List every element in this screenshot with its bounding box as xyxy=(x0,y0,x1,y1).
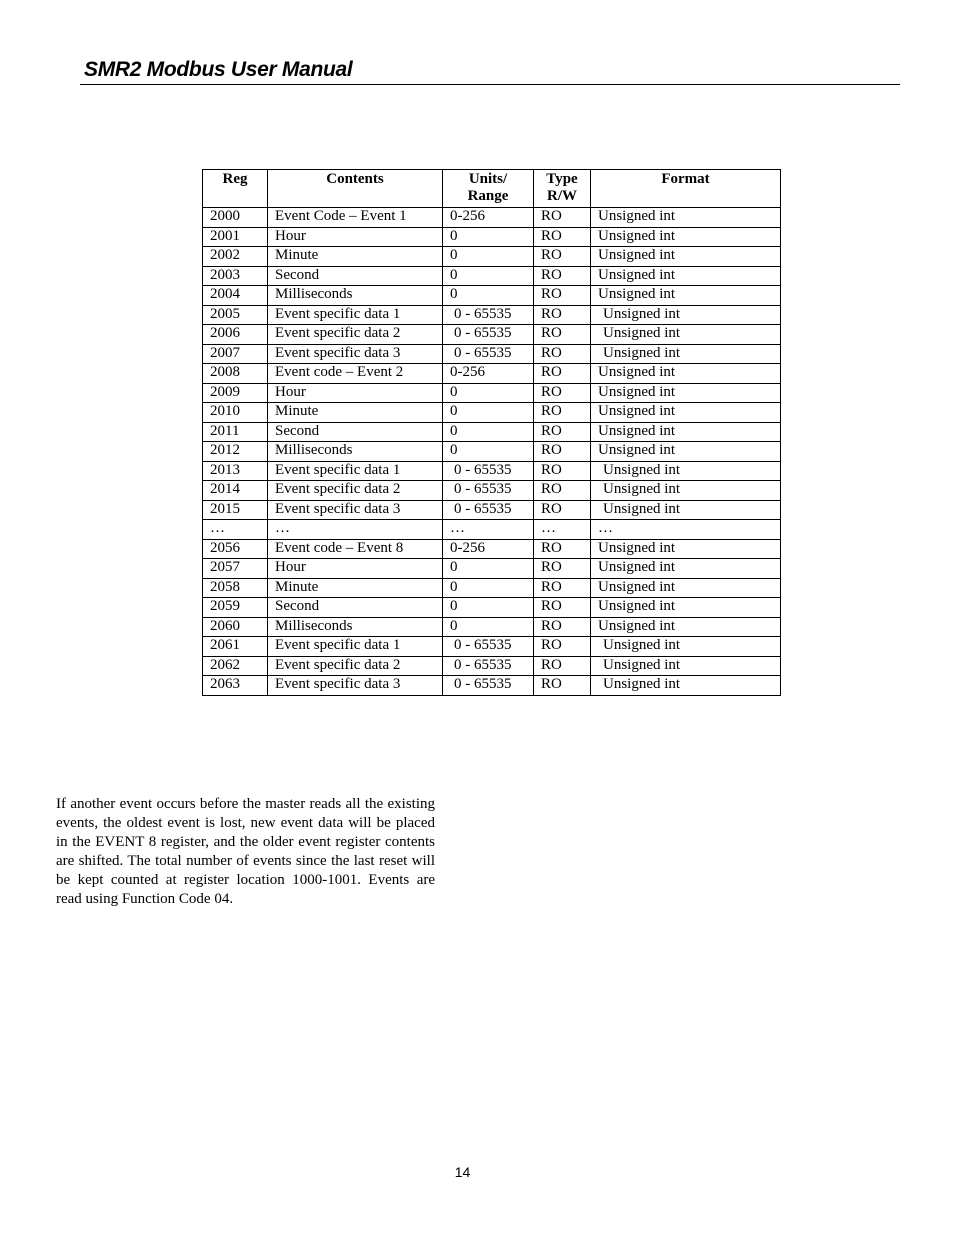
cell-type: RO xyxy=(534,539,591,559)
cell-reg: 2012 xyxy=(203,442,268,462)
cell-units-range: 0 xyxy=(443,578,534,598)
cell-type: RO xyxy=(534,442,591,462)
column-header-line1: Units/ xyxy=(468,171,508,187)
cell-contents: Event specific data 1 xyxy=(268,637,443,657)
cell-format: Unsigned int xyxy=(591,286,781,306)
table-row xyxy=(203,247,781,267)
cell-reg: 2006 xyxy=(203,325,268,345)
cell-reg: 2007 xyxy=(203,344,268,364)
cell-contents: Minute xyxy=(268,578,443,598)
cell-contents: Event specific data 2 xyxy=(268,325,443,345)
cell-contents: Second xyxy=(268,422,443,442)
cell-format: Unsigned int xyxy=(591,403,781,423)
table-row xyxy=(203,539,781,559)
cell-format: Unsigned int xyxy=(591,617,781,637)
table-row xyxy=(203,208,781,228)
cell-format: … xyxy=(591,520,781,540)
cell-units-range: 0 - 65535 xyxy=(443,461,534,481)
table-row xyxy=(203,676,781,696)
cell-reg: 2060 xyxy=(203,617,268,637)
cell-type: RO xyxy=(534,325,591,345)
cell-reg: 2014 xyxy=(203,481,268,501)
cell-type: … xyxy=(534,520,591,540)
cell-units-range: 0 - 65535 xyxy=(443,656,534,676)
cell-contents: Event specific data 3 xyxy=(268,676,443,696)
column-header-reg xyxy=(203,170,268,208)
cell-units-range: 0 xyxy=(443,383,534,403)
cell-format: Unsigned int xyxy=(591,305,781,325)
cell-contents: Event specific data 2 xyxy=(268,656,443,676)
cell-format: Unsigned int xyxy=(591,500,781,520)
cell-format: Unsigned int xyxy=(591,325,781,345)
cell-type: RO xyxy=(534,656,591,676)
cell-reg: 2001 xyxy=(203,227,268,247)
cell-reg: 2005 xyxy=(203,305,268,325)
cell-reg: 2057 xyxy=(203,559,268,579)
cell-contents: Milliseconds xyxy=(268,286,443,306)
cell-type: RO xyxy=(534,481,591,501)
table-row xyxy=(203,461,781,481)
cell-format: Unsigned int xyxy=(591,247,781,267)
table-row xyxy=(203,559,781,579)
cell-units-range: 0-256 xyxy=(443,364,534,384)
column-header-line1: Type xyxy=(546,171,578,187)
cell-units-range: 0 - 65535 xyxy=(443,676,534,696)
cell-format: Unsigned int xyxy=(591,598,781,618)
cell-type: RO xyxy=(534,305,591,325)
table-body xyxy=(203,208,781,696)
cell-reg: 2008 xyxy=(203,364,268,384)
cell-type: RO xyxy=(534,500,591,520)
cell-type: RO xyxy=(534,637,591,657)
table-row xyxy=(203,481,781,501)
cell-contents: Milliseconds xyxy=(268,617,443,637)
cell-units-range: 0-256 xyxy=(443,539,534,559)
column-header-line2: R/W xyxy=(547,188,577,204)
cell-reg: 2058 xyxy=(203,578,268,598)
cell-reg: 2003 xyxy=(203,266,268,286)
table-row xyxy=(203,520,781,540)
table-row xyxy=(203,617,781,637)
cell-units-range: 0 xyxy=(443,442,534,462)
cell-contents: Event Code – Event 1 xyxy=(268,208,443,228)
cell-contents: Event specific data 1 xyxy=(268,305,443,325)
column-header-type xyxy=(534,170,591,208)
cell-reg: … xyxy=(203,520,268,540)
cell-format: Unsigned int xyxy=(591,208,781,228)
cell-reg: 2015 xyxy=(203,500,268,520)
cell-contents: Event specific data 1 xyxy=(268,461,443,481)
column-header-line1: Contents xyxy=(326,171,384,187)
cell-reg: 2013 xyxy=(203,461,268,481)
cell-type: RO xyxy=(534,461,591,481)
cell-reg: 2011 xyxy=(203,422,268,442)
cell-type: RO xyxy=(534,559,591,579)
cell-format: Unsigned int xyxy=(591,344,781,364)
cell-format: Unsigned int xyxy=(591,578,781,598)
cell-format: Unsigned int xyxy=(591,656,781,676)
column-header-format xyxy=(591,170,781,208)
cell-units-range: 0 xyxy=(443,227,534,247)
cell-type: RO xyxy=(534,247,591,267)
cell-type: RO xyxy=(534,403,591,423)
cell-units-range: 0 - 65535 xyxy=(443,325,534,345)
cell-contents: Minute xyxy=(268,403,443,423)
cell-contents: Milliseconds xyxy=(268,442,443,462)
cell-type: RO xyxy=(534,383,591,403)
cell-contents: Event specific data 2 xyxy=(268,481,443,501)
cell-type: RO xyxy=(534,676,591,696)
cell-units-range: 0 - 65535 xyxy=(443,305,534,325)
cell-contents: … xyxy=(268,520,443,540)
table-row xyxy=(203,442,781,462)
column-header-units-range xyxy=(443,170,534,208)
cell-reg: 2004 xyxy=(203,286,268,306)
page-header-title: SMR2 Modbus User Manual xyxy=(84,58,353,81)
cell-format: Unsigned int xyxy=(591,559,781,579)
column-header-line2: Range xyxy=(467,188,509,204)
cell-contents: Event code – Event 8 xyxy=(268,539,443,559)
cell-units-range: 0 xyxy=(443,598,534,618)
table-row xyxy=(203,364,781,384)
cell-type: RO xyxy=(534,422,591,442)
header-divider xyxy=(80,84,900,85)
table-row xyxy=(203,578,781,598)
cell-type: RO xyxy=(534,617,591,637)
cell-contents: Event specific data 3 xyxy=(268,500,443,520)
cell-format: Unsigned int xyxy=(591,227,781,247)
cell-type: RO xyxy=(534,266,591,286)
table-header-row xyxy=(203,170,781,208)
table-row xyxy=(203,383,781,403)
cell-contents: Event code – Event 2 xyxy=(268,364,443,384)
cell-contents: Minute xyxy=(268,247,443,267)
cell-format: Unsigned int xyxy=(591,676,781,696)
table-row xyxy=(203,344,781,364)
table-row xyxy=(203,598,781,618)
cell-contents: Event specific data 3 xyxy=(268,344,443,364)
cell-contents: Hour xyxy=(268,227,443,247)
cell-units-range: 0 xyxy=(443,403,534,423)
column-header-line1: Format xyxy=(661,171,710,187)
cell-reg: 2000 xyxy=(203,208,268,228)
cell-units-range: 0 - 65535 xyxy=(443,481,534,501)
cell-format: Unsigned int xyxy=(591,539,781,559)
column-header-contents xyxy=(268,170,443,208)
cell-format: Unsigned int xyxy=(591,637,781,657)
cell-format: Unsigned int xyxy=(591,461,781,481)
cell-reg: 2010 xyxy=(203,403,268,423)
cell-format: Unsigned int xyxy=(591,364,781,384)
cell-units-range: 0 - 65535 xyxy=(443,637,534,657)
cell-reg: 2002 xyxy=(203,247,268,267)
cell-type: RO xyxy=(534,208,591,228)
table-row xyxy=(203,227,781,247)
cell-type: RO xyxy=(534,364,591,384)
cell-reg: 2059 xyxy=(203,598,268,618)
table-row xyxy=(203,500,781,520)
cell-units-range: 0 xyxy=(443,286,534,306)
register-table xyxy=(202,169,781,696)
table-row xyxy=(203,286,781,306)
cell-type: RO xyxy=(534,598,591,618)
cell-units-range: 0 - 65535 xyxy=(443,344,534,364)
cell-reg: 2062 xyxy=(203,656,268,676)
cell-contents: Hour xyxy=(268,559,443,579)
cell-units-range: 0 - 65535 xyxy=(443,500,534,520)
cell-format: Unsigned int xyxy=(591,422,781,442)
cell-contents: Second xyxy=(268,266,443,286)
table-row xyxy=(203,656,781,676)
cell-contents: Second xyxy=(268,598,443,618)
table-row xyxy=(203,305,781,325)
cell-format: Unsigned int xyxy=(591,442,781,462)
cell-reg: 2009 xyxy=(203,383,268,403)
cell-format: Unsigned int xyxy=(591,266,781,286)
cell-type: RO xyxy=(534,286,591,306)
table-row xyxy=(203,403,781,423)
cell-units-range: 0 xyxy=(443,247,534,267)
cell-units-range: 0-256 xyxy=(443,208,534,228)
table-row xyxy=(203,422,781,442)
cell-reg: 2056 xyxy=(203,539,268,559)
cell-units-range: 0 xyxy=(443,266,534,286)
cell-format: Unsigned int xyxy=(591,383,781,403)
cell-type: RO xyxy=(534,344,591,364)
cell-units-range: … xyxy=(443,520,534,540)
column-header-line1: Reg xyxy=(222,171,248,187)
table-row xyxy=(203,637,781,657)
body-paragraph: If another event occurs before the master reads all the existing events, the oldest event is lost, new event data will be placed in the EVENT 8 register, and the older event register contents are shifted. The total number of events since the last reset will be kept counted at register location 1000-1001. Events are read using Function Code 04. xyxy=(56,796,435,907)
cell-units-range: 0 xyxy=(443,617,534,637)
cell-contents: Hour xyxy=(268,383,443,403)
cell-reg: 2063 xyxy=(203,676,268,696)
table-row xyxy=(203,266,781,286)
cell-units-range: 0 xyxy=(443,559,534,579)
page-number: 14 xyxy=(454,1164,471,1180)
cell-format: Unsigned int xyxy=(591,481,781,501)
cell-reg: 2061 xyxy=(203,637,268,657)
cell-type: RO xyxy=(534,578,591,598)
cell-units-range: 0 xyxy=(443,422,534,442)
table-row xyxy=(203,325,781,345)
cell-type: RO xyxy=(534,227,591,247)
